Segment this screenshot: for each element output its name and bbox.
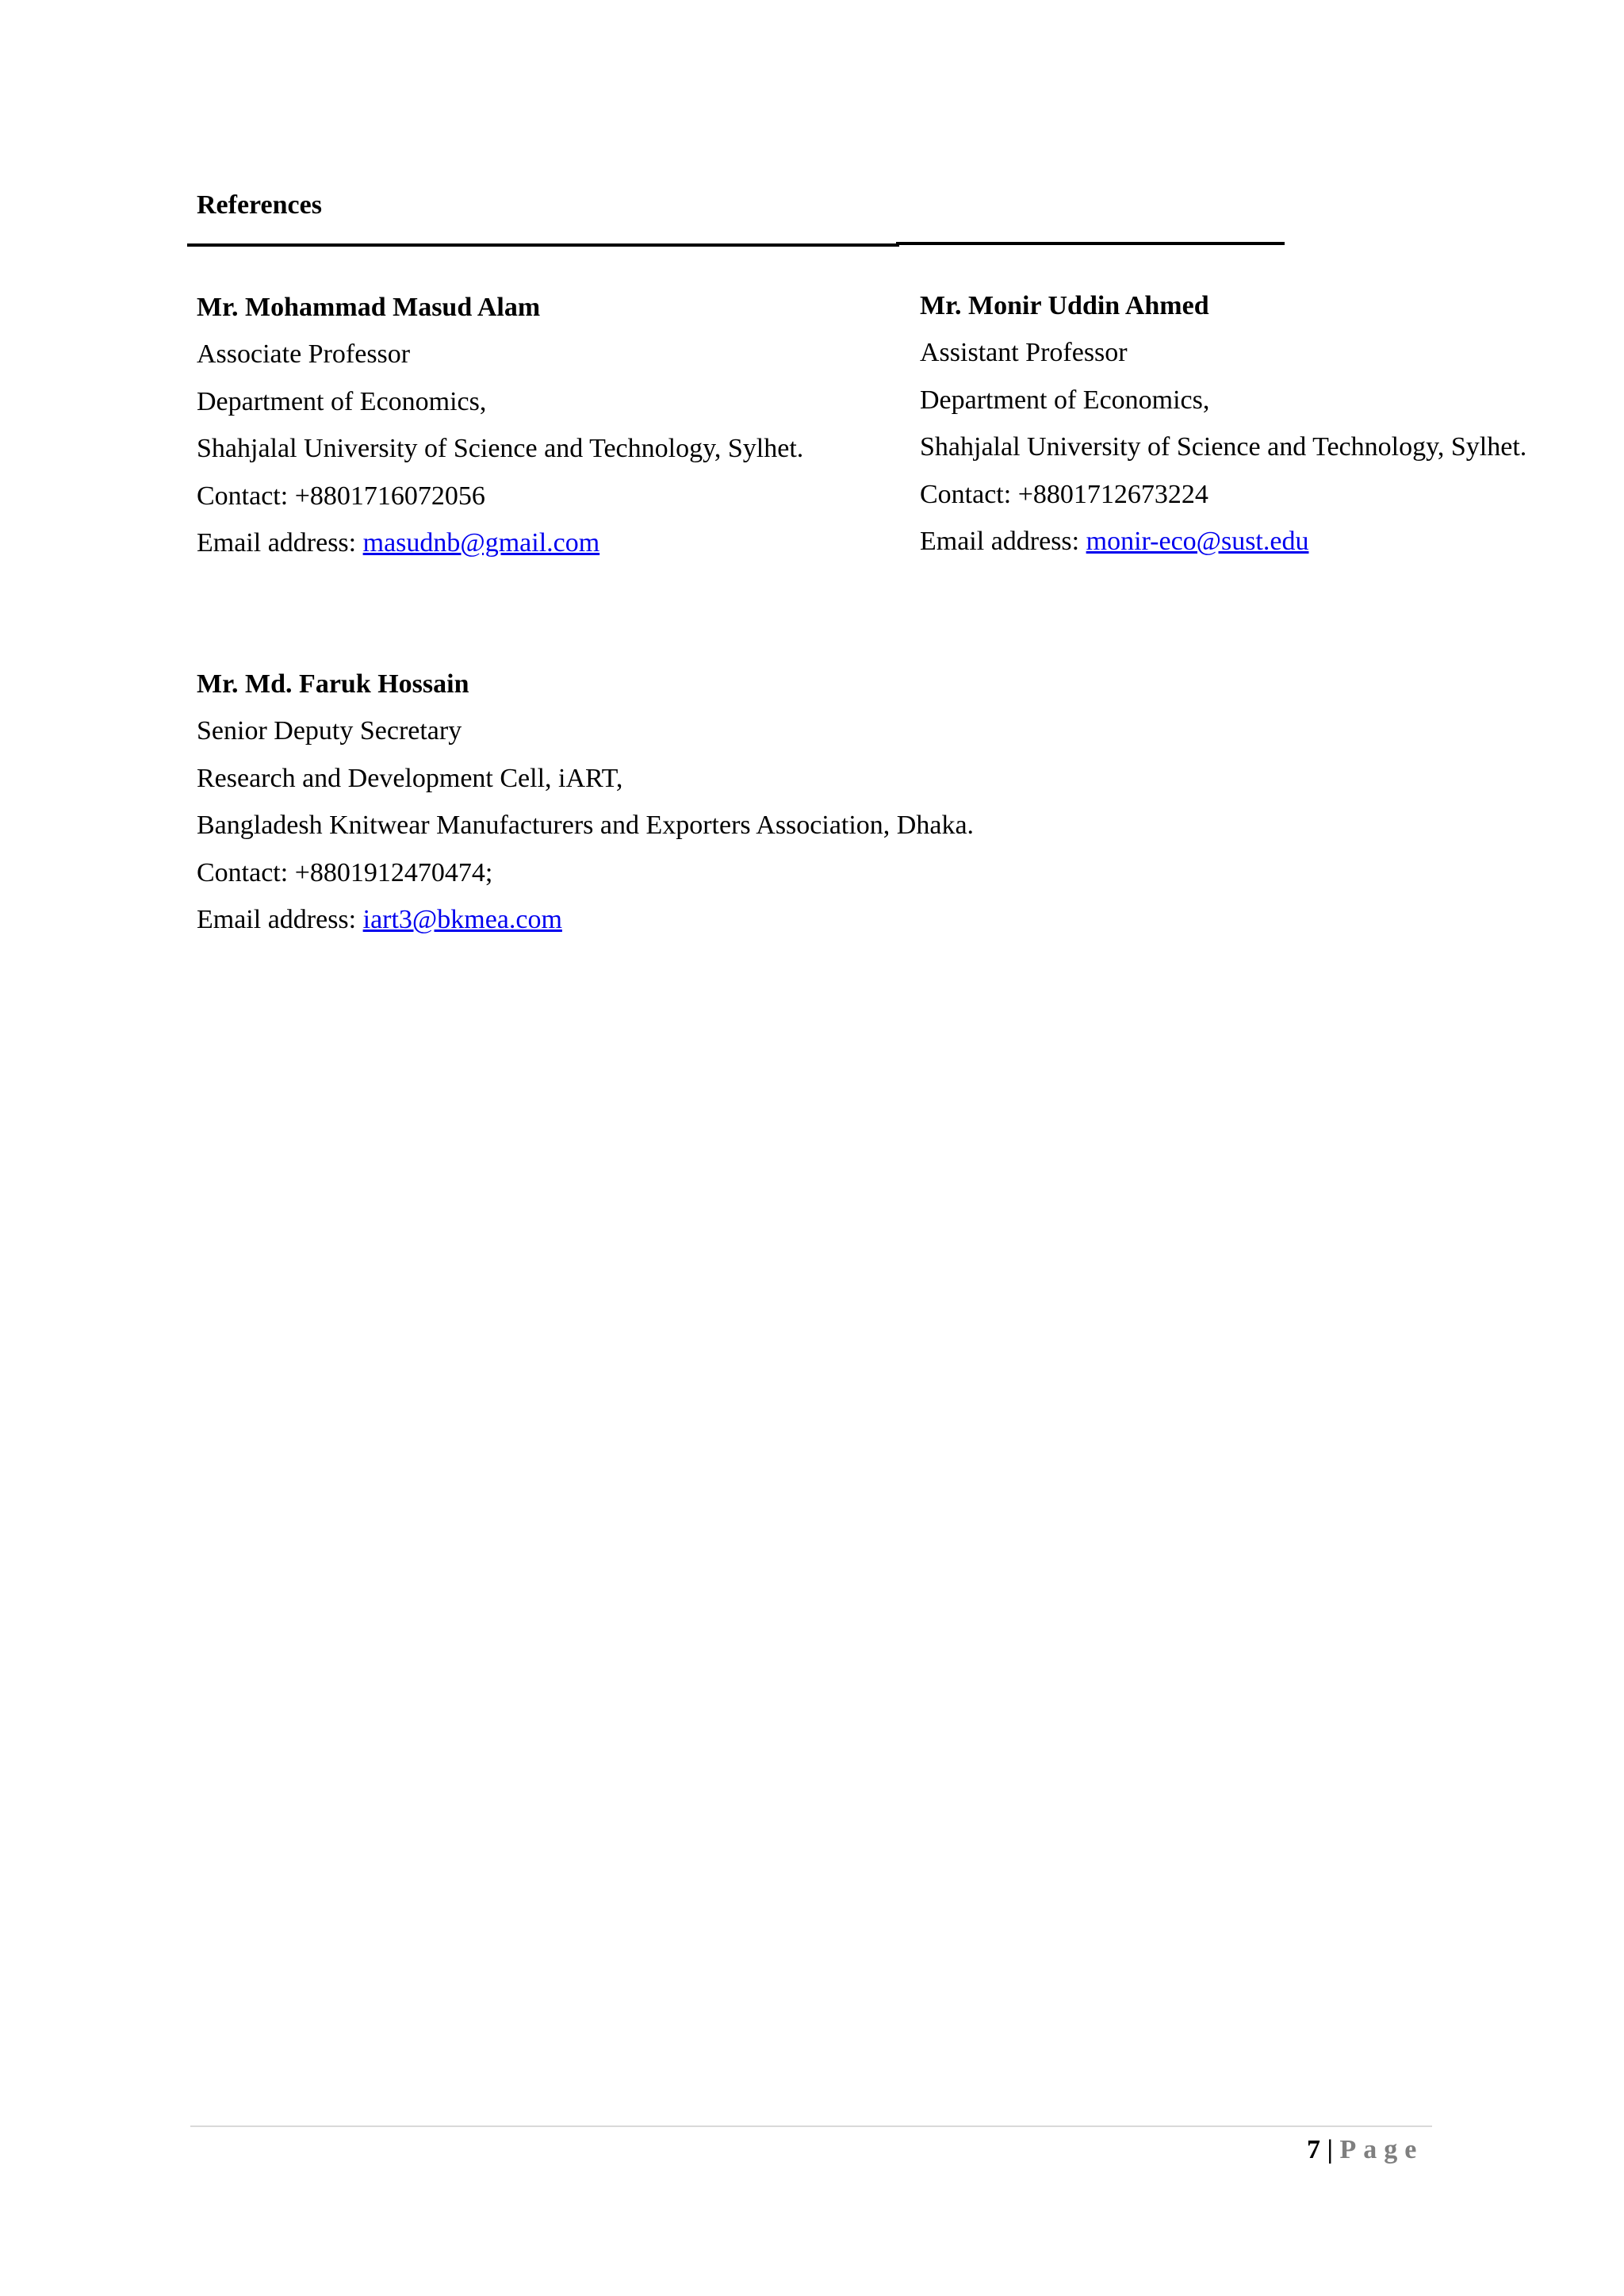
- section-heading: References: [197, 190, 322, 220]
- page-separator: |: [1320, 2135, 1340, 2164]
- page-word: Page: [1339, 2135, 1424, 2164]
- reference-contact: Contact: +8801912470474;: [197, 857, 493, 887]
- reference-department: Department of Economics,: [920, 385, 1210, 415]
- reference-department: Research and Development Cell, iART,: [197, 763, 623, 793]
- reference-institution: Shahjalal University of Science and Technology, Sylhet.: [197, 434, 804, 464]
- reference-email-line: [197, 519, 803, 566]
- heading-underline-left: [187, 243, 899, 247]
- reference-title: Associate Professor: [197, 339, 411, 370]
- page-number-value: 7: [1307, 2135, 1320, 2164]
- email-label: Email address:: [197, 527, 363, 558]
- reference-name: Mr. Monir Uddin Ahmed: [920, 291, 1209, 320]
- reference-name: Mr. Mohammad Masud Alam: [197, 293, 541, 322]
- reference-card: [920, 282, 1526, 565]
- reference-institution: Shahjalal University of Science and Technology, Sylhet.: [920, 432, 1527, 462]
- heading-underline-right: [896, 242, 1285, 245]
- reference-email-line: [920, 518, 1526, 565]
- email-link[interactable]: iart3@bkmea.com: [362, 904, 562, 934]
- reference-card: [197, 661, 974, 943]
- reference-title: Assistant Professor: [920, 338, 1128, 368]
- reference-card: [197, 284, 803, 566]
- reference-title: Senior Deputy Secretary: [197, 716, 462, 746]
- reference-email-line: [197, 896, 974, 943]
- reference-institution: Bangladesh Knitwear Manufacturers and Exporters Association, Dhaka.: [197, 811, 975, 841]
- reference-contact: Contact: +8801716072056: [197, 481, 485, 511]
- page-number: [1307, 2130, 1423, 2170]
- reference-contact: Contact: +8801712673224: [920, 479, 1208, 509]
- reference-department: Department of Economics,: [197, 386, 487, 416]
- footer-divider: [190, 2125, 1432, 2127]
- email-label: Email address:: [197, 904, 363, 934]
- email-link[interactable]: monir-eco@sust.edu: [1086, 526, 1309, 556]
- reference-name: Mr. Md. Faruk Hossain: [197, 669, 469, 699]
- email-label: Email address:: [920, 526, 1086, 556]
- email-link[interactable]: masudnb@gmail.com: [362, 527, 600, 558]
